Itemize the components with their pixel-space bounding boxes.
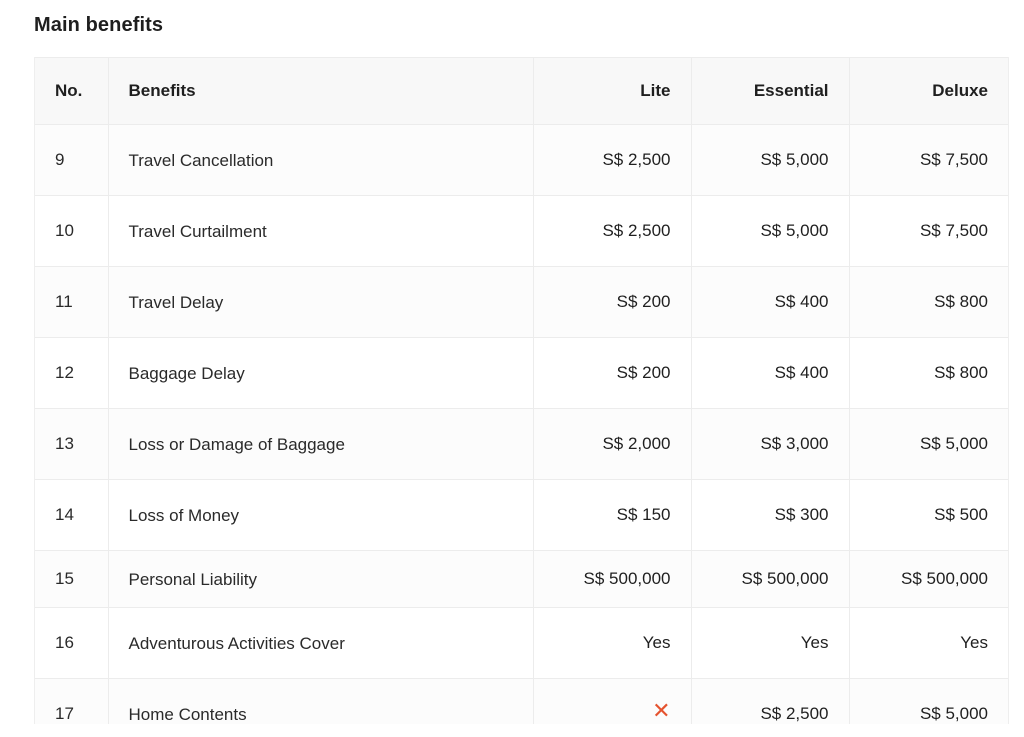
essential-value: S$ 400: [691, 338, 849, 409]
table-row: [35, 608, 1008, 679]
header-benefits: Benefits: [108, 58, 533, 125]
header-deluxe: Deluxe: [849, 58, 1008, 125]
table-row: [35, 196, 1008, 267]
deluxe-value: S$ 5,000: [849, 679, 1008, 725]
lite-value: S$ 200: [533, 267, 691, 338]
cross-icon: ✕: [652, 697, 671, 723]
benefits-table-container: [34, 57, 1009, 724]
table-row: [35, 679, 1008, 725]
row-number: 17: [35, 679, 108, 725]
table-row: [35, 267, 1008, 338]
benefit-name: Travel Curtailment: [108, 196, 533, 267]
table-row: [35, 480, 1008, 551]
essential-value: Yes: [691, 608, 849, 679]
row-number: 12: [35, 338, 108, 409]
row-number: 9: [35, 125, 108, 196]
deluxe-value: S$ 800: [849, 267, 1008, 338]
header-no: No.: [35, 58, 108, 125]
header-essential: Essential: [691, 58, 849, 125]
row-number: 13: [35, 409, 108, 480]
lite-value: S$ 2,500: [533, 125, 691, 196]
benefit-name: Baggage Delay: [108, 338, 533, 409]
lite-value: S$ 200: [533, 338, 691, 409]
header-lite: Lite: [533, 58, 691, 125]
essential-value: S$ 5,000: [691, 125, 849, 196]
table-row: [35, 125, 1008, 196]
benefit-name: Personal Liability: [108, 551, 533, 608]
table-header-row: [35, 58, 1008, 125]
table-row: [35, 551, 1008, 608]
section-title: Main benefits: [34, 14, 164, 36]
deluxe-value: S$ 800: [849, 338, 1008, 409]
benefit-name: Home Contents: [108, 679, 533, 725]
benefit-name: Travel Cancellation: [108, 125, 533, 196]
lite-value: S$ 500,000: [533, 551, 691, 608]
lite-value: S$ 150: [533, 480, 691, 551]
essential-value: S$ 2,500: [691, 679, 849, 725]
deluxe-value: Yes: [849, 608, 1008, 679]
benefit-name: Adventurous Activities Cover: [108, 608, 533, 679]
row-number: 11: [35, 267, 108, 338]
deluxe-value: S$ 500: [849, 480, 1008, 551]
benefit-name: Travel Delay: [108, 267, 533, 338]
table-row: [35, 409, 1008, 480]
row-number: 14: [35, 480, 108, 551]
benefits-table: [35, 57, 1008, 724]
essential-value: S$ 5,000: [691, 196, 849, 267]
lite-value: S$ 2,000: [533, 409, 691, 480]
table-row: [35, 338, 1008, 409]
deluxe-value: S$ 5,000: [849, 409, 1008, 480]
benefit-name: Loss or Damage of Baggage: [108, 409, 533, 480]
benefit-name: Loss of Money: [108, 480, 533, 551]
lite-value: [533, 679, 691, 725]
essential-value: S$ 400: [691, 267, 849, 338]
deluxe-value: S$ 500,000: [849, 551, 1008, 608]
deluxe-value: S$ 7,500: [849, 125, 1008, 196]
essential-value: S$ 500,000: [691, 551, 849, 608]
essential-value: S$ 3,000: [691, 409, 849, 480]
lite-value: Yes: [533, 608, 691, 679]
essential-value: S$ 300: [691, 480, 849, 551]
row-number: 10: [35, 196, 108, 267]
row-number: 16: [35, 608, 108, 679]
lite-value: S$ 2,500: [533, 196, 691, 267]
deluxe-value: S$ 7,500: [849, 196, 1008, 267]
row-number: 15: [35, 551, 108, 608]
